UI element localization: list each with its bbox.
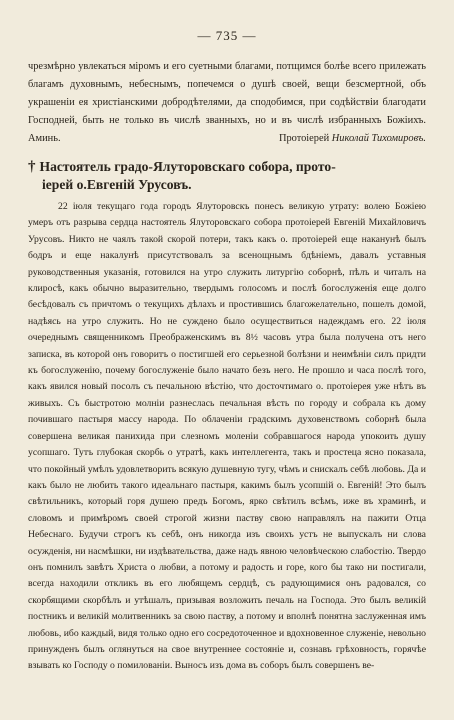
intro-text: чрезмѣрно увлекаться міромъ и его суетными благами, потщимся болѣе всего прилежать благамъ духовнымъ, небеснымъ, попечемся о душѣ своей, вещи безсмертной, объ украшеніи ея христіанскими добродѣтелями, да сподобимся, при содѣйствіи благодати Господней, быть не только въ числѣ званныхъ, но и въ числѣ избранныхъ Божіихъ. Аминь. [28, 61, 426, 144]
page-number: — 735 — [197, 28, 257, 43]
signature-name: Николай Тихомировъ. [331, 133, 426, 144]
article-heading [28, 158, 426, 193]
signature-prefix: Протоіерей [278, 133, 330, 144]
intro-block [28, 58, 426, 148]
cross-icon: † [28, 159, 36, 175]
signature [279, 130, 426, 148]
article-title-line2: іерей о.Евгеній Урусовъ. [42, 177, 192, 192]
article-body: 22 іюля текущаго года городъ Ялуторовскъ понесъ великую утрату: волею Божіею умеръ отъ разрыва сердца настоятель Ялуторовскаго собора протоіерей Евгеній Михайловичъ Урусовъ. Никто не чаялъ такой скорой потери, такъ какъ о. протоіерей еще наканунѣ былъ бодръ и еще накалунѣ присутствовалъ за всенощнымъ бдѣніемъ, давалъ уставныя руководственныя указанія, готовился на утро служить литургію соборнѣ, пѣлъ и читалъ на клиросѣ, какъ обычно выразительно, твердымъ голосомъ и послѣ богослуженія еще долго бесѣдовалъ съ причтомъ о текущихъ дѣлахъ и простившись благожелательно, пошелъ домой, надѣясь на утро служить. Но не суждено было осуществиться надеждамъ его. 22 іюля очереднымъ священникомъ Преображенскимъ въ 8½ часовъ утра была получена отъ него записка, въ которой онъ говоритъ о постигшей его серьезной болѣзни и неимѣніи силъ придти къ богослуженію, почему богослуженіе было начато безъ него. Не прошло и часа послѣ того, какъ явился новый посолъ съ печальною вѣстію, что досточтимаго о. протоіерея уже нѣтъ въ живыхъ. Съ быстротою молніи разнеслась печальная вѣсть по городу и собрала къ дому почившаго пастыря массу народа. По облаченіи градскимъ духовенствомъ соборнѣ была совершена великая панихида при слезномъ моленіи собравшагося народа упокоить душу усопшаго. Тутъ глубокая скорбь о утратѣ, какъ интеллегента, такъ и простеца ясно показала, что покойный умѣлъ удовлетворить всякую душевную тугу, чѣмъ и снискалъ себѣ любовь. Да и какъ было не любить такого идеальнаго пастыря, какимъ былъ усопшій о. Евгеній! Это былъ свѣтильникъ, который горя душею предъ Богомъ, ярко свѣтилъ всѣмъ, иже въ храминѣ, и словомъ и примѣромъ своей строгой жизни паству свою направлялъ на пажити Отца Небеснаго. Будучи строгъ къ себѣ, онъ никогда изъ своихъ устъ не выпускалъ ни слова осужденія, ни насмѣшки, ни издѣвательства, даже надъ явною человѣческою слабостію. Твердо онъ помнилъ завѣтъ Христа о любви, а потому и радость и горе, кого бы тако ни постигали, всегда находили откликъ въ его любящемъ сердцѣ, съ радующимися онъ радовался, со скорбящими скорбѣлъ и утѣшалъ, призывая возложить печаль на Господа. Это былъ великій постникъ и великій молитвенникъ за свою паству, а потому и вполнѣ понятна заслуженная имъ любовь, ибо каждый, видя только одно его сосредоточенное и вдохновенное служеніе, невольно принужденъ былъ оглянуться на свое внутреннее состояніе и, сознавъ грѣховность, горячѣе взывать ко Господу о помилованіи. Выносъ изъ дома въ соборъ былъ совершенъ ве- [28, 201, 426, 672]
intro-paragraph [28, 58, 426, 148]
article-title-line1: Настоятель градо-Ялуторовскаго собора, прото- [39, 159, 336, 174]
